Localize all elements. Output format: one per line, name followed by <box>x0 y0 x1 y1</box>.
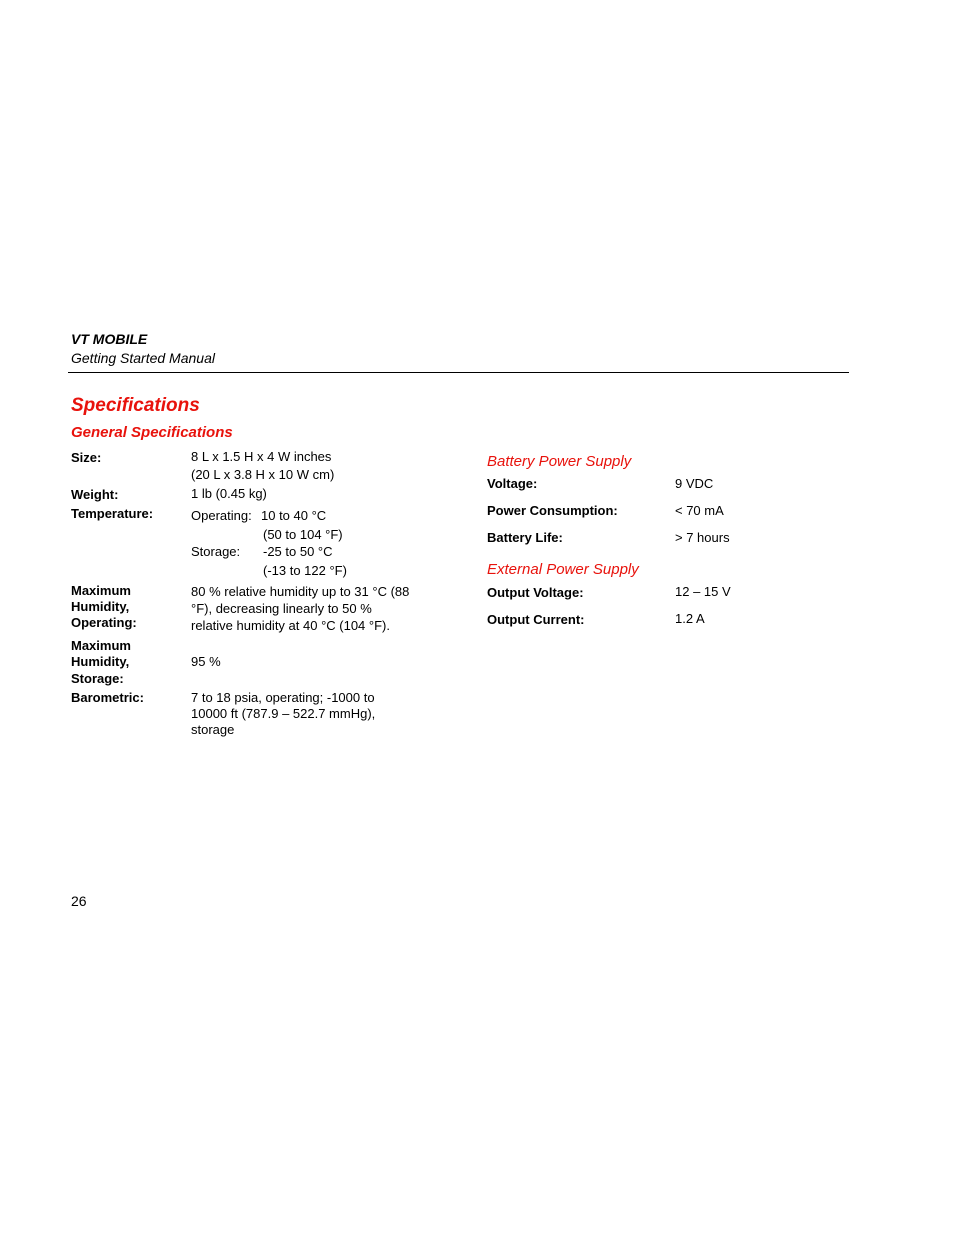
output-voltage-label: Output Voltage: <box>487 585 584 600</box>
humidity-operating-value-1: 80 % relative humidity up to 31 °C (88 <box>191 584 410 599</box>
humidity-storage-label-1: Maximum <box>71 638 131 653</box>
battery-voltage-value: 9 VDC <box>675 476 714 491</box>
battery-life-label: Battery Life: <box>487 530 563 545</box>
barometric-value-3: storage <box>191 722 235 737</box>
weight-value: 1 lb (0.45 kg) <box>191 486 267 501</box>
page-number: 26 <box>71 893 87 909</box>
output-current-label: Output Current: <box>487 612 585 627</box>
running-header-product: VT MOBILE <box>71 331 148 347</box>
running-header-manual: Getting Started Manual <box>71 350 215 366</box>
size-label: Size: <box>71 450 102 465</box>
humidity-operating-value-3: relative humidity at 40 °C (104 °F). <box>191 618 390 633</box>
page-title: Specifications <box>71 395 200 416</box>
barometric-value-1: 7 to 18 psia, operating; -1000 to <box>191 690 375 705</box>
temperature-storage-label: Storage: <box>191 544 241 559</box>
size-value-cm: (20 L x 3.8 H x 10 W cm) <box>191 467 335 482</box>
battery-power-supply-heading: Battery Power Supply <box>487 453 632 470</box>
header-rule <box>68 372 849 373</box>
general-specifications-heading: General Specifications <box>71 424 233 441</box>
humidity-operating-label-3: Operating: <box>71 615 137 630</box>
barometric-label: Barometric: <box>71 690 144 705</box>
external-power-supply-heading: External Power Supply <box>487 561 639 578</box>
output-current-value: 1.2 A <box>675 611 705 626</box>
power-consumption-label: Power Consumption: <box>487 503 618 518</box>
humidity-storage-value: 95 % <box>191 654 221 669</box>
temperature-storage-f: (-13 to 122 °F) <box>263 563 347 578</box>
temperature-operating-f: (50 to 104 °F) <box>263 527 343 542</box>
humidity-storage-label-3: Storage: <box>71 671 124 686</box>
temperature-label: Temperature: <box>71 506 154 521</box>
battery-life-value: > 7 hours <box>675 530 730 545</box>
barometric-value-2: 10000 ft (787.9 – 522.7 mmHg), <box>191 706 376 721</box>
humidity-operating-value-2: °F), decreasing linearly to 50 % <box>191 601 372 616</box>
humidity-operating-label-1: Maximum <box>71 583 131 598</box>
temperature-storage-c: -25 to 50 °C <box>263 544 333 559</box>
battery-voltage-label: Voltage: <box>487 476 538 491</box>
temperature-operating-label: Operating: <box>191 508 252 523</box>
power-consumption-value: < 70 mA <box>675 503 724 518</box>
output-voltage-value: 12 – 15 V <box>675 584 731 599</box>
humidity-storage-label-2: Humidity, <box>71 654 130 669</box>
size-value-inches: 8 L x 1.5 H x 4 W inches <box>191 449 332 464</box>
weight-label: Weight: <box>71 487 119 502</box>
temperature-operating-c: 10 to 40 °C <box>261 508 327 523</box>
humidity-operating-label-2: Humidity, <box>71 599 130 614</box>
